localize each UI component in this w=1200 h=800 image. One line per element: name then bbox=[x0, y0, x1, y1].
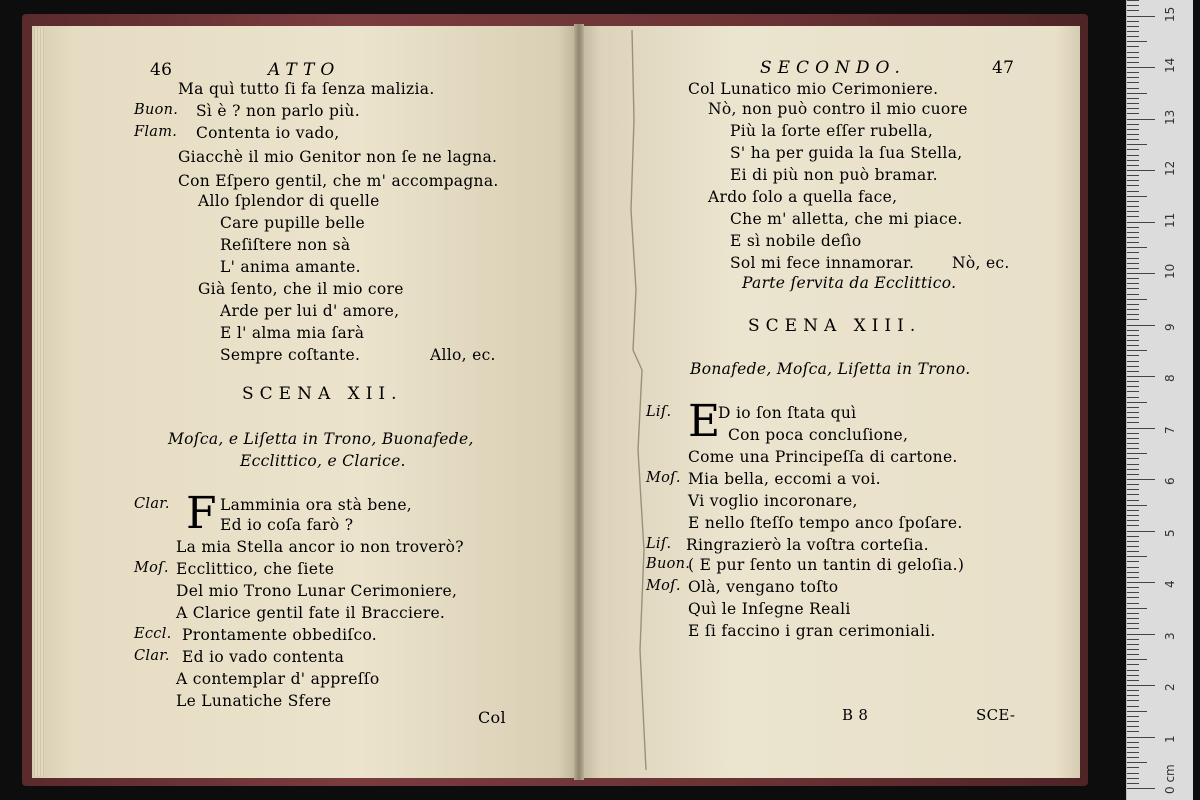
ruler-tick bbox=[1127, 144, 1147, 145]
ruler-tick bbox=[1127, 453, 1147, 454]
ruler-tick bbox=[1127, 572, 1139, 573]
ruler-tick bbox=[1127, 700, 1139, 701]
ruler-tick bbox=[1127, 577, 1139, 578]
dialogue-line: Lamminia ora stà bene, bbox=[220, 496, 413, 514]
verse-line: Nò, ec. bbox=[952, 254, 1010, 272]
ruler-tick bbox=[1127, 443, 1139, 444]
left-page-number: 46 bbox=[150, 60, 173, 80]
ruler-label: 15 bbox=[1163, 6, 1177, 22]
speaker-label: Clar. bbox=[134, 496, 170, 512]
ruler-tick bbox=[1127, 304, 1139, 305]
ruler-tick bbox=[1127, 52, 1139, 53]
ruler-tick bbox=[1127, 340, 1139, 341]
ruler-tick bbox=[1127, 737, 1155, 738]
ruler-label: 1 bbox=[1163, 734, 1177, 743]
ruler-tick bbox=[1127, 170, 1155, 171]
verse-line: L' anima amante. bbox=[220, 258, 361, 276]
ruler-tick bbox=[1127, 520, 1139, 521]
ruler-tick bbox=[1127, 639, 1139, 640]
ruler-tick bbox=[1127, 216, 1139, 217]
ruler-tick bbox=[1127, 469, 1139, 470]
ruler-tick bbox=[1127, 422, 1139, 423]
verse-line: E l' alma mia ſarà bbox=[220, 324, 365, 342]
ruler-tick bbox=[1127, 634, 1155, 635]
ruler-tick bbox=[1127, 608, 1147, 609]
speaker-label: Moſ. bbox=[646, 578, 681, 594]
ruler-tick bbox=[1127, 16, 1155, 17]
ruler-tick bbox=[1127, 458, 1139, 459]
ruler-tick bbox=[1127, 747, 1139, 748]
ruler-tick bbox=[1127, 314, 1139, 315]
dialogue-line: Con poca concluſione, bbox=[728, 426, 909, 444]
ruler-tick bbox=[1127, 484, 1139, 485]
ruler-tick bbox=[1127, 263, 1139, 264]
ruler-tick bbox=[1127, 283, 1139, 284]
ruler-label: 0 cm bbox=[1163, 764, 1177, 794]
ruler-tick bbox=[1127, 103, 1139, 104]
ruler-tick bbox=[1127, 623, 1139, 624]
ruler-tick bbox=[1127, 582, 1155, 583]
verse-line: Più la ſorte eſſer rubella, bbox=[730, 122, 934, 140]
ruler-tick bbox=[1127, 113, 1139, 114]
ruler-tick bbox=[1127, 21, 1139, 22]
ruler-tick bbox=[1127, 232, 1139, 233]
ruler-tick bbox=[1127, 139, 1139, 140]
page-tear bbox=[628, 30, 652, 770]
ruler-tick bbox=[1127, 752, 1139, 753]
ruler-label: 12 bbox=[1163, 160, 1177, 176]
ruler-tick bbox=[1127, 149, 1139, 150]
ruler-label: 13 bbox=[1163, 109, 1177, 125]
verse-line: Che m' alletta, che mi piace. bbox=[730, 210, 963, 228]
ruler-tick bbox=[1127, 77, 1139, 78]
ruler-tick bbox=[1127, 397, 1139, 398]
ruler-label: 10 bbox=[1163, 263, 1177, 279]
ruler-tick bbox=[1127, 742, 1139, 743]
ruler-tick bbox=[1127, 618, 1139, 619]
ruler-tick bbox=[1127, 505, 1147, 506]
ruler-tick bbox=[1127, 783, 1139, 784]
ruler-tick bbox=[1127, 345, 1139, 346]
ruler-tick bbox=[1127, 412, 1139, 413]
ruler-tick bbox=[1127, 402, 1147, 403]
ruler-tick bbox=[1127, 654, 1139, 655]
ruler-tick bbox=[1127, 474, 1139, 475]
ruler-tick bbox=[1127, 716, 1139, 717]
ruler-tick bbox=[1127, 489, 1139, 490]
ruler-tick bbox=[1127, 242, 1139, 243]
speaker-label: Buon. bbox=[646, 556, 691, 572]
ruler-tick bbox=[1127, 371, 1139, 372]
ruler-tick bbox=[1127, 613, 1139, 614]
ruler-tick bbox=[1127, 108, 1139, 109]
ruler-tick bbox=[1127, 211, 1139, 212]
dialogue-line: Quì le Inſegne Reali bbox=[688, 600, 851, 618]
ruler-tick bbox=[1127, 288, 1139, 289]
dialogue-line: Ed io coſa farò ? bbox=[220, 516, 354, 534]
book-gutter bbox=[574, 24, 584, 780]
verse-line: Sì è ? non parlo più. bbox=[196, 102, 360, 120]
ruler-tick bbox=[1127, 587, 1139, 588]
dialogue-line: Le Lunatiche Sfere bbox=[176, 692, 332, 710]
speaker-label: Moſ. bbox=[646, 470, 681, 486]
ruler-tick bbox=[1127, 561, 1139, 562]
speaker-label: Clar. bbox=[134, 648, 170, 664]
ruler-tick bbox=[1127, 258, 1139, 259]
verse-line: Ardo ſolo a quella face, bbox=[708, 188, 898, 206]
ruler-tick bbox=[1127, 428, 1155, 429]
ruler-tick bbox=[1127, 762, 1147, 763]
ruler-tick bbox=[1127, 649, 1139, 650]
verse-line: S' ha per guida la ſua Stella, bbox=[730, 144, 963, 162]
ruler-tick bbox=[1127, 299, 1147, 300]
ruler-tick bbox=[1127, 551, 1139, 552]
ruler-tick bbox=[1127, 757, 1139, 758]
ruler-tick bbox=[1127, 438, 1139, 439]
ruler-tick bbox=[1127, 88, 1139, 89]
ruler-tick bbox=[1127, 592, 1139, 593]
ruler-tick bbox=[1127, 479, 1155, 480]
ruler-tick bbox=[1127, 773, 1139, 774]
ruler-tick bbox=[1127, 325, 1155, 326]
speaker-label: Liſ. bbox=[646, 404, 672, 420]
dialogue-line: E nello ſteſſo tempo anco ſpoſare. bbox=[688, 514, 963, 532]
measuring-ruler bbox=[1126, 0, 1193, 800]
verse-line: E sì nobile deſìo bbox=[730, 232, 862, 250]
ruler-tick bbox=[1127, 381, 1139, 382]
ruler-tick bbox=[1127, 72, 1139, 73]
verse-line: Col Lunatico mio Cerimoniere. bbox=[688, 80, 939, 98]
signature-mark: B 8 bbox=[842, 706, 869, 724]
ruler-tick bbox=[1127, 355, 1139, 356]
scene-xii-title: SCENA XII. bbox=[242, 384, 403, 404]
ruler-tick bbox=[1127, 335, 1139, 336]
ruler-tick bbox=[1127, 670, 1139, 671]
ruler-tick bbox=[1127, 0, 1139, 1]
dialogue-line: La mia Stella ancor io non troverò? bbox=[176, 538, 464, 556]
scene-xii-cast-line-2: Ecclittico, e Clarice. bbox=[240, 452, 406, 470]
ruler-tick bbox=[1127, 685, 1155, 686]
ruler-tick bbox=[1127, 731, 1139, 732]
dialogue-line: A contemplar d' appreſſo bbox=[176, 670, 380, 688]
ruler-tick bbox=[1127, 57, 1139, 58]
verse-line: Con Eſpero gentil, che m' accompagna. bbox=[178, 172, 499, 190]
ruler-tick bbox=[1127, 659, 1147, 660]
ruler-tick bbox=[1127, 330, 1139, 331]
ruler-tick bbox=[1127, 82, 1139, 83]
ruler-tick bbox=[1127, 778, 1139, 779]
ruler-tick bbox=[1127, 464, 1139, 465]
verse-line: Reſiſtere non sà bbox=[220, 236, 351, 254]
ruler-label: 11 bbox=[1163, 212, 1177, 228]
verse-line: Ma quì tutto ſi fa ſenza malizia. bbox=[178, 80, 435, 98]
ruler-tick bbox=[1127, 247, 1147, 248]
right-page-number: 47 bbox=[992, 58, 1015, 78]
ruler-tick bbox=[1127, 433, 1139, 434]
scene-xiii-cast: Bonafede, Moſca, Liſetta in Trono. bbox=[690, 360, 971, 378]
ruler-tick bbox=[1127, 26, 1139, 27]
ruler-tick bbox=[1127, 417, 1139, 418]
ruler-tick bbox=[1127, 62, 1139, 63]
ruler-tick bbox=[1127, 726, 1139, 727]
dialogue-line: A Clarice gentil fate il Bracciere. bbox=[176, 604, 446, 622]
scene-xii-cast-line-1: Moſca, e Liſetta in Trono, Buonafede, bbox=[168, 430, 474, 448]
ruler-tick bbox=[1127, 628, 1139, 629]
dialogue-line: D io ſon ſtata quì bbox=[718, 404, 857, 422]
ruler-tick bbox=[1127, 695, 1139, 696]
dialogue-line: Come una Principeſſa di cartone. bbox=[688, 448, 958, 466]
speaker-label: Flam. bbox=[134, 124, 178, 140]
dialogue-line: Mia bella, eccomi a voi. bbox=[688, 470, 881, 488]
speaker-label: Liſ. bbox=[646, 536, 672, 552]
drop-cap-e: E bbox=[688, 396, 721, 447]
verse-line: Già ſento, che il mio core bbox=[198, 280, 404, 298]
ruler-tick bbox=[1127, 350, 1147, 351]
ruler-label: 8 bbox=[1163, 374, 1177, 382]
ruler-tick bbox=[1127, 680, 1139, 681]
page-edges bbox=[34, 28, 44, 776]
verse-line: Sol mi fece innamorar. bbox=[730, 254, 915, 272]
ruler-tick bbox=[1127, 515, 1139, 516]
ruler-tick bbox=[1127, 10, 1139, 11]
ruler-tick bbox=[1127, 36, 1139, 37]
speaker-label: Buon. bbox=[134, 102, 179, 118]
ruler-tick bbox=[1127, 603, 1139, 604]
ruler-tick bbox=[1127, 67, 1155, 68]
ruler-tick bbox=[1127, 690, 1139, 691]
ruler-tick bbox=[1127, 531, 1155, 532]
ruler-label: 9 bbox=[1163, 322, 1177, 331]
dialogue-line: E ſi faccino i gran cerimoniali. bbox=[688, 622, 936, 640]
ruler-tick bbox=[1127, 541, 1139, 542]
dialogue-line: Del mio Trono Lunar Cerimoniere, bbox=[176, 582, 458, 600]
verse-line: Nò, non può contro il mio cuore bbox=[708, 100, 968, 118]
speaker-label: Eccl. bbox=[134, 626, 172, 642]
dialogue-line: Ringrazierò la voſtra corteſia. bbox=[686, 536, 929, 554]
ruler-label: 14 bbox=[1163, 57, 1177, 73]
ruler-tick bbox=[1127, 191, 1139, 192]
ruler-tick bbox=[1127, 237, 1139, 238]
ruler-tick bbox=[1127, 129, 1139, 130]
ruler-tick bbox=[1127, 510, 1139, 511]
ruler-tick bbox=[1127, 119, 1155, 120]
ruler-tick bbox=[1127, 536, 1139, 537]
ruler-tick bbox=[1127, 721, 1139, 722]
ruler-tick bbox=[1127, 361, 1139, 362]
verse-line: Allo, ec. bbox=[430, 346, 496, 364]
ruler-tick bbox=[1127, 268, 1139, 269]
ruler-tick bbox=[1127, 376, 1155, 377]
right-running-head: SECONDO. bbox=[760, 58, 906, 78]
ruler-tick bbox=[1127, 93, 1147, 94]
ruler-tick bbox=[1127, 546, 1139, 547]
dialogue-line: ( E pur ſento un tantin di geloſia.) bbox=[688, 556, 965, 574]
ruler-tick bbox=[1127, 175, 1139, 176]
ruler-tick bbox=[1127, 407, 1139, 408]
ruler-tick bbox=[1127, 767, 1139, 768]
verse-line: Giacchè il mio Genitor non ſe ne lagna. bbox=[178, 148, 498, 166]
ruler-tick bbox=[1127, 134, 1139, 135]
ruler-tick bbox=[1127, 675, 1139, 676]
verse-line: Contenta io vado, bbox=[196, 124, 340, 142]
ruler-tick bbox=[1127, 124, 1139, 125]
ruler-label: 3 bbox=[1163, 631, 1177, 640]
ruler-tick bbox=[1127, 196, 1147, 197]
verse-line: Arde per lui d' amore, bbox=[220, 302, 400, 320]
verse-line: Sempre coſtante. bbox=[220, 346, 361, 364]
dialogue-line: Olà, vengano toſto bbox=[688, 578, 839, 596]
right-catchword: SCE- bbox=[976, 706, 1016, 724]
ruler-tick bbox=[1127, 711, 1147, 712]
ruler-tick bbox=[1127, 278, 1139, 279]
ruler-tick bbox=[1127, 448, 1139, 449]
speaker-label: Moſ. bbox=[134, 560, 169, 576]
ruler-tick bbox=[1127, 46, 1139, 47]
ruler-tick bbox=[1127, 227, 1139, 228]
ruler-label: 6 bbox=[1163, 477, 1177, 485]
left-catchword: Col bbox=[478, 708, 506, 727]
ruler-tick bbox=[1127, 319, 1139, 320]
ruler-label: 4 bbox=[1163, 580, 1177, 588]
ruler-tick bbox=[1127, 366, 1139, 367]
ruler-tick bbox=[1127, 5, 1139, 6]
ruler-tick bbox=[1127, 206, 1139, 207]
ruler-tick bbox=[1127, 567, 1139, 568]
ruler-tick bbox=[1127, 706, 1139, 707]
verse-line: Allo ſplendor di quelle bbox=[198, 192, 380, 210]
ruler-tick bbox=[1127, 556, 1147, 557]
ruler-label: 2 bbox=[1163, 683, 1177, 691]
ruler-tick bbox=[1127, 222, 1155, 223]
exit-stage-direction: Parte ſervita da Ecclittico. bbox=[742, 274, 957, 292]
ruler-tick bbox=[1127, 185, 1139, 186]
ruler-tick bbox=[1127, 41, 1147, 42]
verse-line: Ei di più non può bramar. bbox=[730, 166, 938, 184]
drop-cap-f: F bbox=[186, 488, 217, 539]
ruler-tick bbox=[1127, 644, 1139, 645]
ruler-tick bbox=[1127, 500, 1139, 501]
ruler-tick bbox=[1127, 309, 1139, 310]
ruler-tick bbox=[1127, 525, 1139, 526]
ruler-tick bbox=[1127, 180, 1139, 181]
ruler-tick bbox=[1127, 494, 1139, 495]
ruler-label: 5 bbox=[1163, 528, 1177, 537]
ruler-tick bbox=[1127, 31, 1139, 32]
dialogue-line: Ecclittico, che ſiete bbox=[176, 560, 335, 578]
ruler-tick bbox=[1127, 155, 1139, 156]
verse-line: Care pupille belle bbox=[220, 214, 365, 232]
left-running-head: ATTO bbox=[268, 60, 341, 80]
ruler-label: 7 bbox=[1163, 425, 1177, 434]
ruler-tick bbox=[1127, 165, 1139, 166]
ruler-tick bbox=[1127, 386, 1139, 387]
dialogue-line: Prontamente obbediſco. bbox=[182, 626, 378, 644]
ruler-tick bbox=[1127, 98, 1139, 99]
dialogue-line: Ed io vado contenta bbox=[182, 648, 345, 666]
ruler-tick bbox=[1127, 788, 1155, 789]
ruler-tick bbox=[1127, 252, 1139, 253]
ruler-tick bbox=[1127, 597, 1139, 598]
ruler-tick bbox=[1127, 391, 1139, 392]
dialogue-line: Vi voglio incoronare, bbox=[688, 492, 858, 510]
ruler-tick bbox=[1127, 160, 1139, 161]
scene-xiii-title: SCENA XIII. bbox=[748, 316, 922, 336]
ruler-tick bbox=[1127, 664, 1139, 665]
ruler-tick bbox=[1127, 273, 1155, 274]
ruler-tick bbox=[1127, 201, 1139, 202]
ruler-tick bbox=[1127, 294, 1139, 295]
